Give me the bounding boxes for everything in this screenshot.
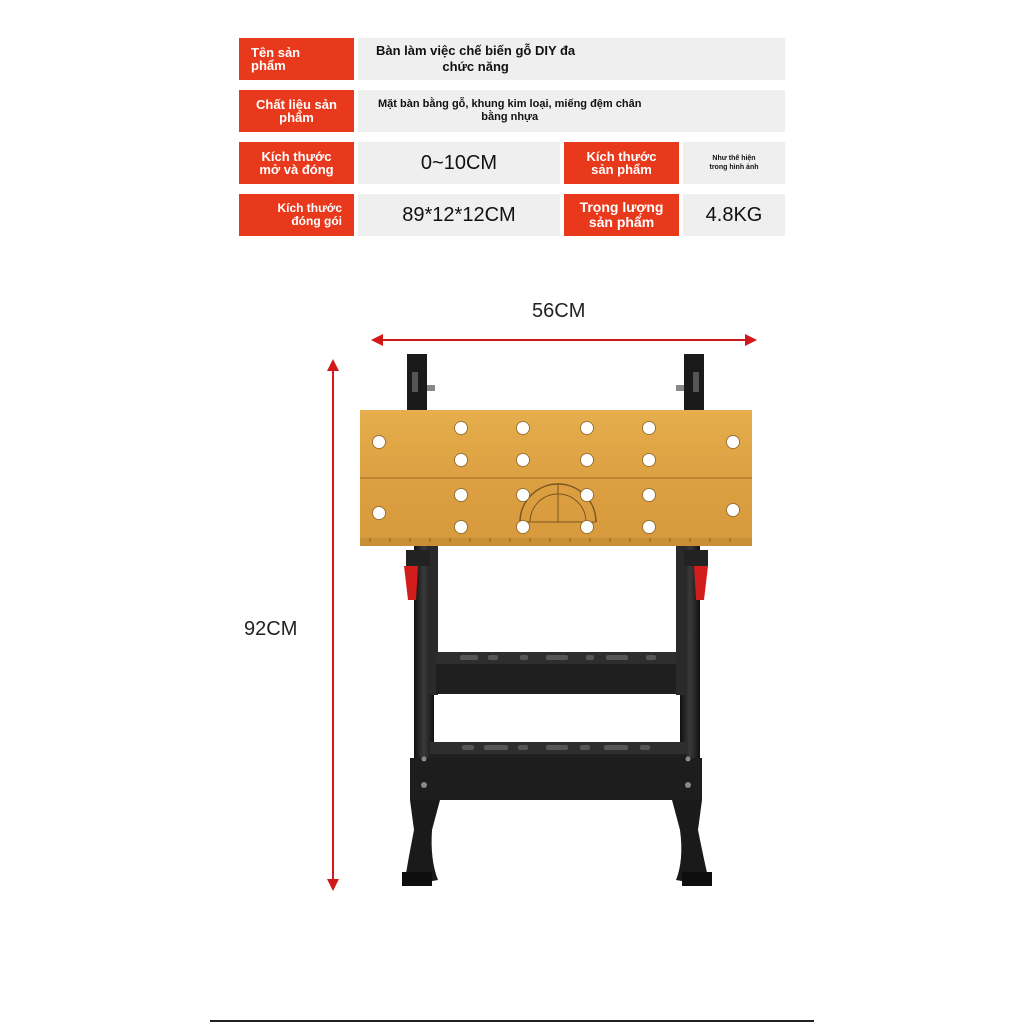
bottom-divider — [210, 1020, 814, 1022]
weight-label: Trọng lượng sản phẩm — [564, 194, 679, 236]
material-value: Mặt bàn bằng gỗ, khung kim loại, miếng đệm chân bằng nhựa — [358, 90, 785, 132]
height-arrow — [327, 359, 339, 891]
width-arrow — [371, 334, 757, 346]
clamp-post-right — [676, 354, 704, 414]
wood-worktop — [360, 410, 752, 546]
package-size-label: Kích thước đóng gói — [239, 194, 354, 236]
open-close-size-label: Kích thước mở và đóng — [239, 142, 354, 184]
weight-value: 4.8KG — [683, 194, 785, 236]
product-size-label: Kích thước sản phẩm — [564, 142, 679, 184]
material-label: Chất liệu sản phẩm — [239, 90, 354, 132]
package-size-value: 89*12*12CM — [358, 194, 560, 236]
product-name-label: Tên sản phẩm — [239, 38, 354, 80]
product-size-value: Như thế hiện trong hình ảnh — [683, 142, 785, 184]
height-dimension-label: 92CM — [244, 618, 298, 640]
open-close-size-value: 0~10CM — [358, 142, 560, 184]
product-name-value: Bàn làm việc chế biến gỗ DIY đa chức năng — [358, 38, 785, 80]
clamp-post-left — [407, 354, 435, 414]
width-dimension-label: 56CM — [532, 300, 586, 322]
steel-frame — [402, 540, 712, 886]
